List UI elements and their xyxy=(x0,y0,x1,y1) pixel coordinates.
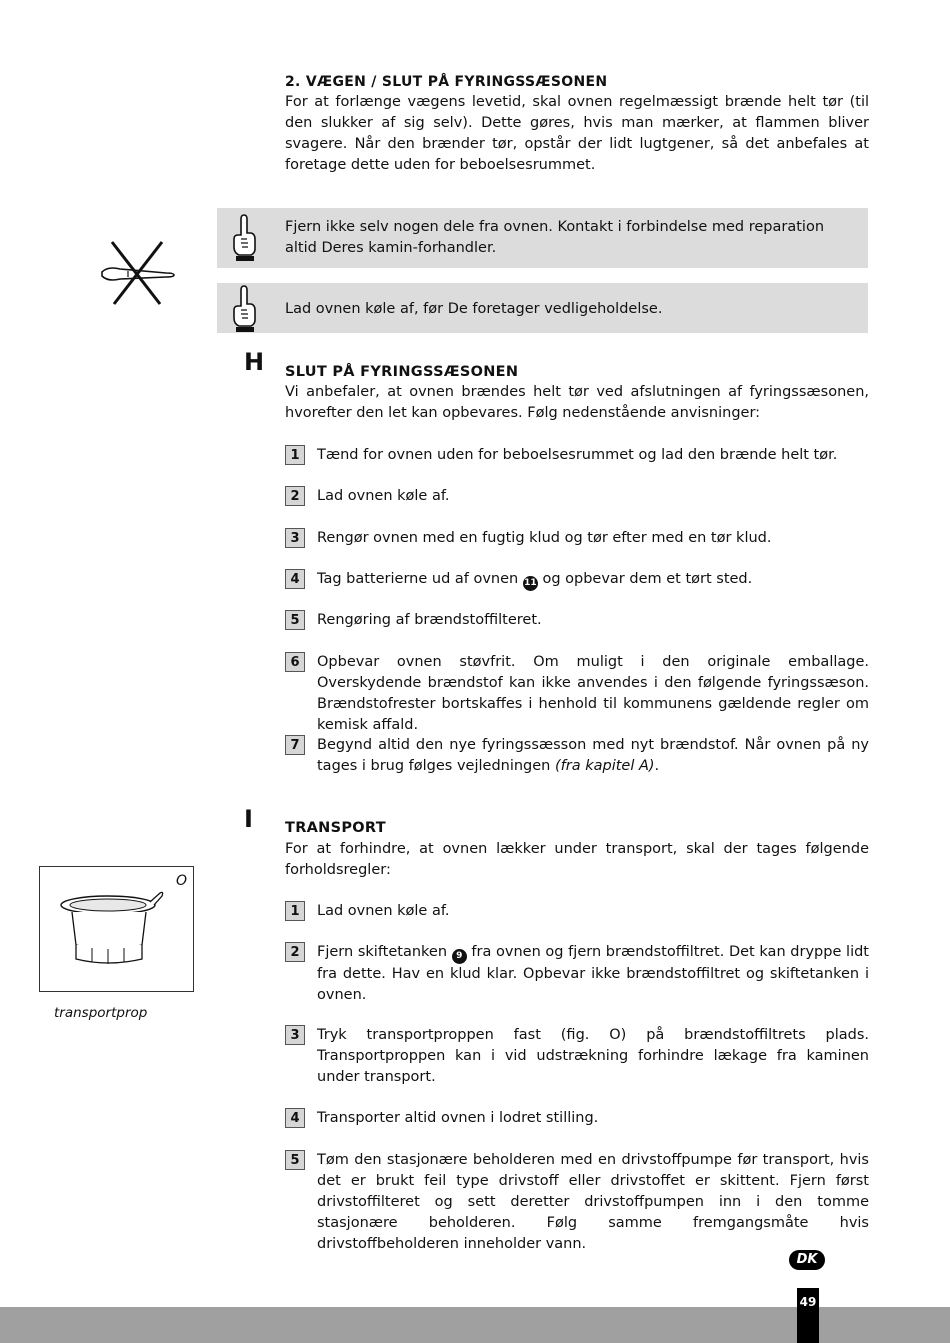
section-intro-h: Vi anbefaler, at ovnen brændes helt tør ved afslutningen af fyringssæsonen, hvorefter den let kan opbevares. Følg nedenstående anvisninger: xyxy=(285,384,869,421)
list-item xyxy=(285,901,869,922)
list-item xyxy=(285,445,869,466)
list-item xyxy=(285,942,869,1006)
step-number: 7 xyxy=(285,735,305,755)
reference-number-badge: 9 xyxy=(452,949,467,964)
figure-label: O xyxy=(176,873,188,889)
list-item xyxy=(285,569,869,591)
notice-text-repair: Fjern ikke selv nogen dele fra ovnen. Kontakt i forbindelse med reparation altid Deres kamin-forhandler. xyxy=(285,219,825,256)
list-item xyxy=(285,1150,869,1255)
section-heading-h: SLUT PÅ FYRINGSSÆSONEN xyxy=(285,364,519,380)
step-text: Rengøring af brændstoffilteret. xyxy=(317,612,542,628)
step-text: Fjern skiftetanken 9 fra ovnen og fjern brændstoffiltret. Det kan dryppe lidt fra dette. Hav en klud klar. Opbevar ikke brændstoffiltret og skiftetanken i ovnen. xyxy=(317,944,869,1003)
figure-caption: transportprop xyxy=(54,1005,148,1021)
step-text: Transporter altid ovnen i lodret stilling. xyxy=(317,1110,599,1126)
step-number: 5 xyxy=(285,610,305,630)
step-number: 3 xyxy=(285,1025,305,1045)
section-body-vaegen: For at forlænge vægens levetid, skal ovnen regelmæssigt brænde helt tør (til den slukker af sig selv). Dette gøres, hvis man mærker, at flammen bliver svagere. Når den brænder tør, opstår der lidt lugtgener, så det anbefales at foretage dette uden for beboelsesrummet. xyxy=(285,94,869,173)
step-text: Tøm den stasjonære beholderen med en drivstoffpumpe før transport, hvis det er brukt feil type drivstoff eller drivstoffet er skittent. Fjern først drivstoffilteret og sett deretter drivstoffpumpen inn i den tomme stasjonære beholderen. Følg samme fremgangsmåte hvis drivstoffbeholderen inneholder vann. xyxy=(317,1152,869,1252)
step-text: Tag batterierne ud af ovnen 11 og opbevar dem et tørt sted. xyxy=(317,569,869,591)
list-item xyxy=(285,735,869,777)
reference-number-badge: 11 xyxy=(523,576,538,591)
section-letter-h: H xyxy=(244,348,265,376)
step-number: 1 xyxy=(285,901,305,921)
step-number: 6 xyxy=(285,652,305,672)
step-text: Lad ovnen køle af. xyxy=(317,903,450,919)
step-text: Tryk transportproppen fast (fig. O) på brændstoffiltrets plads. Transportproppen kan i vid udstrækning forhindre lækage fra kaminen under transport. xyxy=(317,1027,869,1085)
transport-plug-illustration xyxy=(58,885,168,975)
step-number: 2 xyxy=(285,942,305,962)
step-text: Rengør ovnen med en fugtig klud og tør efter med en tør klud. xyxy=(317,530,772,546)
pointing-hand-icon xyxy=(231,284,259,334)
language-badge: DK xyxy=(789,1250,825,1270)
section-letter-i: I xyxy=(244,805,253,833)
page-number-tab xyxy=(797,1288,819,1343)
section-heading-vaegen: 2. VÆGEN / SLUT PÅ FYRINGSSÆSONEN xyxy=(285,74,608,90)
no-tools-icon xyxy=(100,238,178,308)
step-text: Begynd altid den nye fyringssæsson med nyt brændstof. Når ovnen på ny tages i brug følges vejledningen (fra kapitel A). xyxy=(317,737,869,774)
step-number: 5 xyxy=(285,1150,305,1170)
notice-text-cooling: Lad ovnen køle af, før De foretager vedligeholdelse. xyxy=(285,301,663,317)
step-number: 3 xyxy=(285,528,305,548)
list-item xyxy=(285,528,869,549)
step-text: Lad ovnen køle af. xyxy=(317,488,450,504)
step-number: 4 xyxy=(285,1108,305,1128)
section-heading-i: TRANSPORT xyxy=(285,820,386,836)
notice-box-repair xyxy=(217,208,868,268)
list-item xyxy=(285,652,869,736)
notice-box-cooling xyxy=(217,283,868,333)
step-text: Tænd for ovnen uden for beboelsesrummet og lad den brænde helt tør. xyxy=(317,447,838,463)
step-number: 4 xyxy=(285,569,305,589)
step-text: Opbevar ovnen støvfrit. Om muligt i den originale emballage. Overskydende brændstof kan ikke anvendes i den følgende fyringssæson. Brændstofrester bortskaffes i henhold til kommunens gældende regler om kemisk affald. xyxy=(317,654,869,733)
figure-transport-plug xyxy=(39,866,194,992)
list-item xyxy=(285,610,869,631)
section-intro-i: For at forhindre, at ovnen lækker under transport, skal der tages følgende forholdsregler: xyxy=(285,841,869,878)
step-number: 1 xyxy=(285,445,305,465)
page-number: 49 xyxy=(799,1295,817,1309)
pointing-hand-icon xyxy=(231,213,259,263)
list-item xyxy=(285,1108,869,1129)
step-number: 2 xyxy=(285,486,305,506)
list-item xyxy=(285,1025,869,1088)
list-item xyxy=(285,486,869,507)
